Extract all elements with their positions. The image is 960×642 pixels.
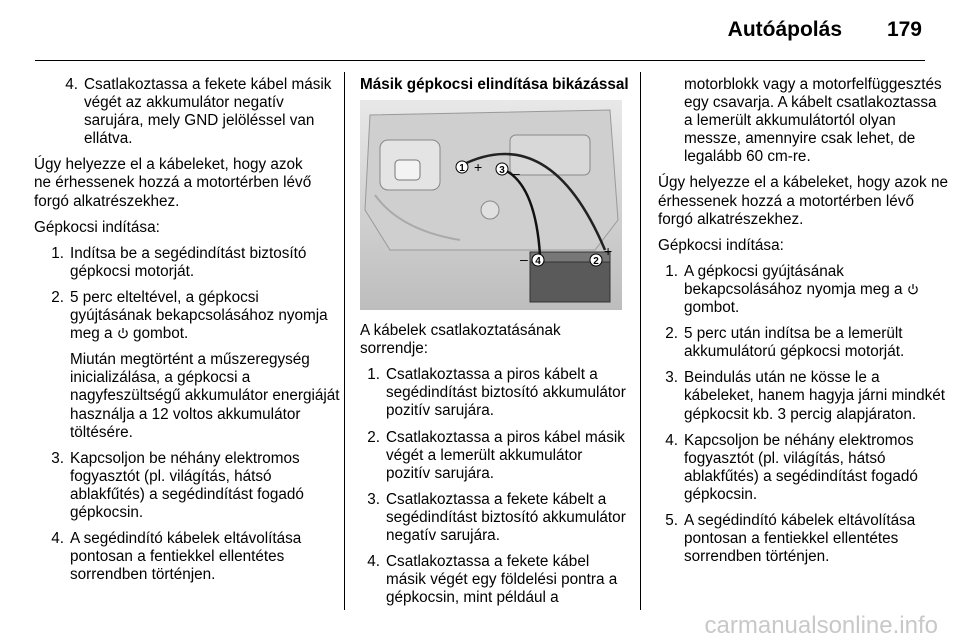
list-item: 3. Kapcsoljon be néhány elektromos fogyasztót (pl. világítás, hátsó ablakfűtés) a segédindítást fogadó gépkocsin. xyxy=(51,449,304,521)
list-item-text: A segédindító kábelek eltávolítása pontosan a fentiekkel ellentétes sorrendben történjen. xyxy=(70,530,302,584)
power-button-icon xyxy=(117,327,129,339)
section-title: Másik gépkocsi elindítása bikázással xyxy=(360,76,629,93)
column-divider-2 xyxy=(640,72,641,610)
paragraph: Úgy helyezze el a kábeleket, hogy azok ne érhessenek hozzá a motortérben lévő forgó alkatrészekhez. xyxy=(658,174,948,228)
page-title: Autóápolás xyxy=(727,18,842,41)
page-header xyxy=(0,0,960,62)
list-item-text: Kapcsoljon be néhány elektromos fogyasztót (pl. világítás, hátsó ablakfűtés) a segédindítást fogadó gépkocsin. xyxy=(70,449,304,521)
continued-list xyxy=(58,76,340,148)
list-item: 3. Beindulás után ne kösse le a kábeleket, hanem hagyja járni mindkét gépkocsit kb. 3 percig alapjáraton. xyxy=(665,369,946,423)
list-item: 2. 5 perc után indítsa be a lemerült akkumulátorú gépkocsi motorját. xyxy=(665,325,905,361)
list-item-text: gombot. xyxy=(684,299,740,317)
list-item-text: gombot. xyxy=(133,325,189,343)
list-item-note: Miután megtörtént a műszeregység inicializálása, a gépkocsi a nagyfeszültségű akkumulátor energiáját használja a 12 voltos akkumulátor töltésére. xyxy=(70,351,340,441)
figure-label-minus: – xyxy=(520,251,528,268)
figure-label-3: 3 xyxy=(499,165,505,177)
paragraph: Úgy helyezze el a kábeleket, hogy azok ne érhessenek hozzá a motortérben lévő forgó alkatrészekhez. xyxy=(34,156,312,210)
column-divider-1 xyxy=(344,72,345,610)
list-item-text: Csatlakoztassa a fekete kábelt a segédindítást biztosító akkumulátor negatív sarujára. xyxy=(386,490,626,545)
column-3 xyxy=(658,76,948,574)
list-item-text: A gépkocsi gyújtásának bekapcsolásához nyomja meg a xyxy=(684,262,903,298)
figure-label-minus: – xyxy=(512,165,520,182)
figure-label-plus: + xyxy=(474,159,483,176)
steps-list xyxy=(658,263,948,566)
list-item: 2. 5 perc elteltével, a gépkocsi gyújtásának bekapcsolásához nyomja meg a gombot. Miután megtörtént a műszeregység inicializálása, a gépkocsi a nagyfeszültségű akkumulátor energiáját használja a 12 voltos akkumulátor töltésére. xyxy=(51,288,340,441)
page-number: 179 xyxy=(886,18,922,41)
paragraph: Gépkocsi indítása: xyxy=(658,236,784,254)
figure-label-4: 4 xyxy=(535,256,541,268)
list-item-text: A segédindító kábelek eltávolítása pontosan a fentiekkel ellentétes sorrendben történjen. xyxy=(684,511,916,566)
steps-list xyxy=(360,366,630,607)
list-item-text: Csatlakoztassa a fekete kábel másik végét egy földelési pontra a gépkocsin, mint például a xyxy=(386,553,618,607)
list-item-text: Csatlakoztassa a piros kábel másik végét a lemerült akkumulátor pozitív sarujára. xyxy=(386,428,625,482)
list-item: 4. Csatlakoztassa a fekete kábel másik végét az akkumulátor negatív sarujára, mely GND jelöléssel van ellátva. xyxy=(65,76,332,148)
jump-start-illustration xyxy=(360,100,622,310)
watermark: carmanualsonline.info xyxy=(704,612,938,639)
power-button-icon xyxy=(907,283,919,295)
paragraph: Gépkocsi indítása: xyxy=(34,218,160,236)
jump-start-figure xyxy=(360,100,622,310)
figure-label-2: 2 xyxy=(593,256,599,268)
list-item: 4. Csatlakoztassa a fekete kábel másik végét egy földelési pontra a gépkocsin, mint például a xyxy=(367,553,618,607)
column-2 xyxy=(360,76,630,615)
list-item: 1. Csatlakoztassa a piros kábelt a segédindítást biztosító akkumulátor pozitív sarujára. xyxy=(367,366,626,420)
list-item: 4. A segédindító kábelek eltávolítása pontosan a fentiekkel ellentétes sorrendben történjen. xyxy=(51,530,302,584)
paragraph: A kábelek csatlakoztatásának sorrendje: xyxy=(360,322,561,358)
list-item: 2. Csatlakoztassa a piros kábel másik végét a lemerült akkumulátor pozitív sarujára. xyxy=(367,428,625,482)
header-divider xyxy=(35,60,925,61)
list-item: 5. A segédindító kábelek eltávolítása pontosan a fentiekkel ellentétes sorrendben történjen. xyxy=(665,511,916,566)
list-item-text: 5 perc elteltével, a gépkocsi gyújtásának bekapcsolásához nyomja meg a xyxy=(70,288,328,343)
list-item: 3. Csatlakoztassa a fekete kábelt a segédindítást biztosító akkumulátor negatív sarujára. xyxy=(367,490,626,545)
figure-label-plus: + xyxy=(604,243,613,260)
list-item: 1. A gépkocsi gyújtásának bekapcsolásához nyomja meg a gombot. xyxy=(658,263,948,317)
list-item-text: Kapcsoljon be néhány elektromos fogyasztót (pl. világítás, hátsó ablakfűtés) a segédindítást fogadó gépkocsin. xyxy=(684,431,918,503)
list-item: 4. Kapcsoljon be néhány elektromos fogyasztót (pl. világítás, hátsó ablakfűtés) a segédindítást fogadó gépkocsin. xyxy=(665,431,918,503)
steps-list xyxy=(44,245,340,585)
list-item-text: Csatlakoztassa a fekete kábel másik végét az akkumulátor negatív sarujára, mely GND jelöléssel van ellátva. xyxy=(84,76,332,148)
list-item-text: Csatlakoztassa a piros kábelt a segédindítást biztosító akkumulátor pozitív sarujára. xyxy=(386,366,626,420)
list-item-text: 5 perc után indítsa be a lemerült akkumulátorú gépkocsi motorját. xyxy=(684,325,905,361)
list-item-text: Indítsa be a segédindítást biztosító gépkocsi motorját. xyxy=(70,244,307,280)
figure-label-1: 1 xyxy=(459,163,465,175)
continued-text: motorblokk vagy a motorfelfüggesztés egy csavarja. A kábelt csatlakoztassa a lemerült akkumulátortól olyan messze, amennyire csak lehet, de legalább 60 cm-re. xyxy=(684,76,942,166)
list-item-text: Beindulás után ne kösse le a kábeleket, hanem hagyja járni mindkét gépkocsit kb. 3 percig alapjáraton. xyxy=(684,369,946,423)
column-1 xyxy=(34,76,340,592)
list-item: 1. Indítsa be a segédindítást biztosító gépkocsi motorját. xyxy=(51,244,307,280)
